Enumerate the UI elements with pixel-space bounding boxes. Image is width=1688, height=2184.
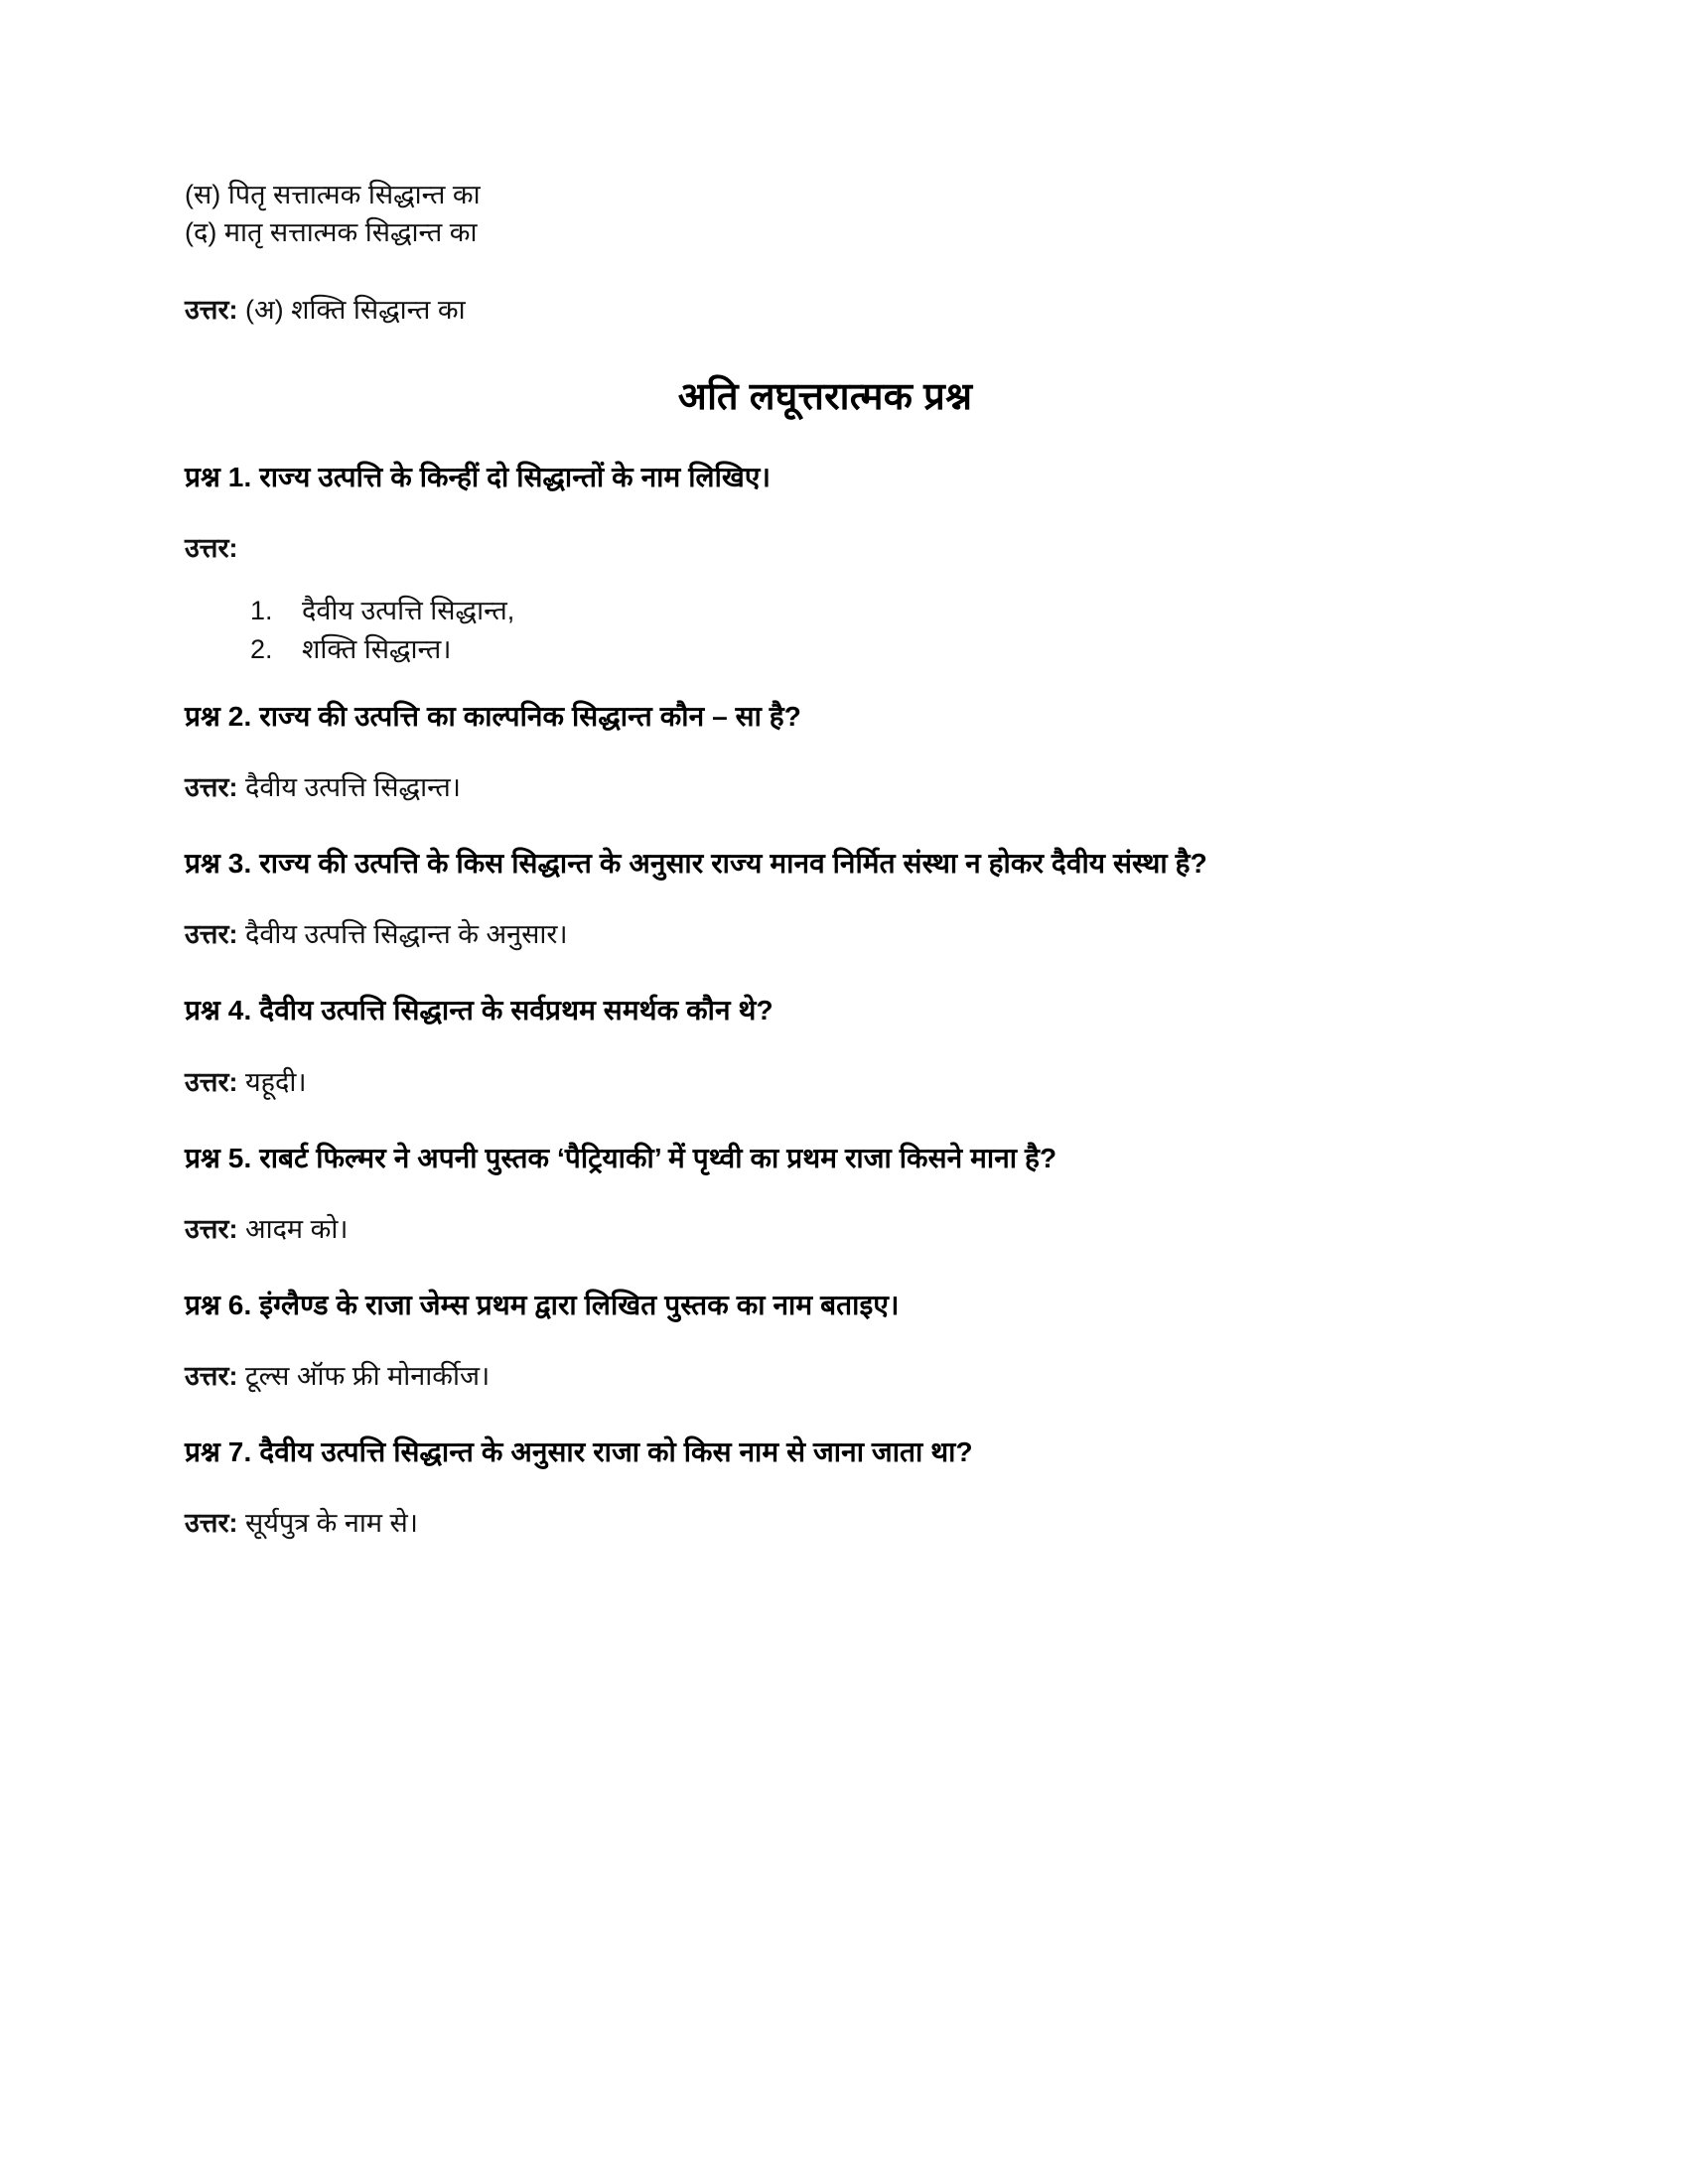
answer-text: दैवीय उत्पत्ति सिद्धान्त के अनुसार। — [237, 919, 568, 950]
question-1: प्रश्न 1. राज्य उत्पत्ति के किन्हीं दो सिद्धान्तों के नाम लिखिए। — [185, 462, 772, 493]
answer-text: टूल्स ऑफ फ्री मोनार्कीज। — [237, 1361, 491, 1391]
answer-label: उत्तर: — [185, 919, 238, 950]
spacer — [185, 883, 1466, 916]
spacer — [185, 566, 1466, 592]
answer-2 — [185, 769, 1466, 805]
answer-label: उत्तर: — [185, 772, 238, 802]
spacer — [185, 421, 1466, 459]
mcq-option-da: (द) मातृ सत्तात्मक सिद्धान्त का — [185, 217, 478, 248]
answer-1 — [185, 530, 1466, 566]
mcq-option-sa: (स) पितृ सत्तात्मक सिद्धान्त का — [185, 180, 481, 209]
list-item: 2. शक्ति सिद्धान्त। — [280, 630, 1466, 668]
question-6: प्रश्न 6. इंग्लैण्ड के राजा जेम्स प्रथम द्वारा लिखित पुस्तक का नाम बताइए। — [185, 1289, 900, 1320]
spacer — [185, 805, 1466, 845]
spacer — [185, 1394, 1466, 1433]
answer-label: उत्तर: — [185, 1213, 238, 1244]
answer-6 — [185, 1358, 1466, 1394]
spacer — [185, 329, 1466, 374]
spacer — [185, 1177, 1466, 1211]
spacer — [185, 668, 1466, 698]
mcq-answer — [185, 292, 1466, 328]
section-heading: अति लघूत्तरात्मक प्रश्न — [677, 375, 973, 418]
answer-text: यहूदी। — [237, 1066, 307, 1097]
spacer — [185, 1247, 1466, 1287]
spacer — [185, 1100, 1466, 1140]
spacer — [185, 1471, 1466, 1505]
answer-text: दैवीय उत्पत्ति सिद्धान्त। — [237, 772, 462, 802]
spacer — [185, 250, 1466, 292]
answer-1-list — [185, 592, 1466, 668]
spacer — [185, 1030, 1466, 1064]
answer-label: उत्तर: — [185, 533, 238, 564]
answer-3 — [185, 916, 1466, 952]
answer-text: (अ) शक्ति सिद्धान्त का — [237, 295, 466, 326]
answer-text: आदम को। — [237, 1213, 349, 1244]
answer-label: उत्तर: — [185, 1508, 238, 1539]
spacer — [185, 736, 1466, 769]
answer-label: उत्तर: — [185, 1361, 238, 1391]
answer-5 — [185, 1211, 1466, 1247]
answer-label: उत्तर: — [185, 295, 238, 326]
spacer — [185, 952, 1466, 992]
spacer — [185, 1324, 1466, 1358]
answer-4 — [185, 1064, 1466, 1100]
question-3: प्रश्न 3. राज्य की उत्पत्ति के किस सिद्धान्त के अनुसार राज्य मानव निर्मित संस्था न होकर दैवीय संस्था है? — [185, 848, 1207, 880]
answer-text: सूर्यपुत्र के नाम से। — [237, 1508, 419, 1539]
answer-7 — [185, 1505, 1466, 1541]
answer-label: उत्तर: — [185, 1066, 238, 1097]
list-item: 1. दैवीय उत्पत्ति सिद्धान्त, — [280, 592, 1466, 629]
spacer — [185, 496, 1466, 530]
question-5: प्रश्न 5. राबर्ट फिल्मर ने अपनी पुस्तक ‘पैट्रियाकी’ में पृथ्वी का प्रथम राजा किसने माना है? — [185, 1142, 1057, 1173]
document-content — [185, 177, 1466, 1541]
question-7: प्रश्न 7. दैवीय उत्पत्ति सिद्धान्त के अनुसार राजा को किस नाम से जाना जाता था? — [185, 1436, 973, 1468]
question-4: प्रश्न 4. दैवीय उत्पत्ति सिद्धान्त के सर्वप्रथम समर्थक कौन थे? — [185, 995, 774, 1026]
question-2: प्रश्न 2. राज्य की उत्पत्ति का काल्पनिक सिद्धान्त कौन – सा है? — [185, 700, 801, 732]
